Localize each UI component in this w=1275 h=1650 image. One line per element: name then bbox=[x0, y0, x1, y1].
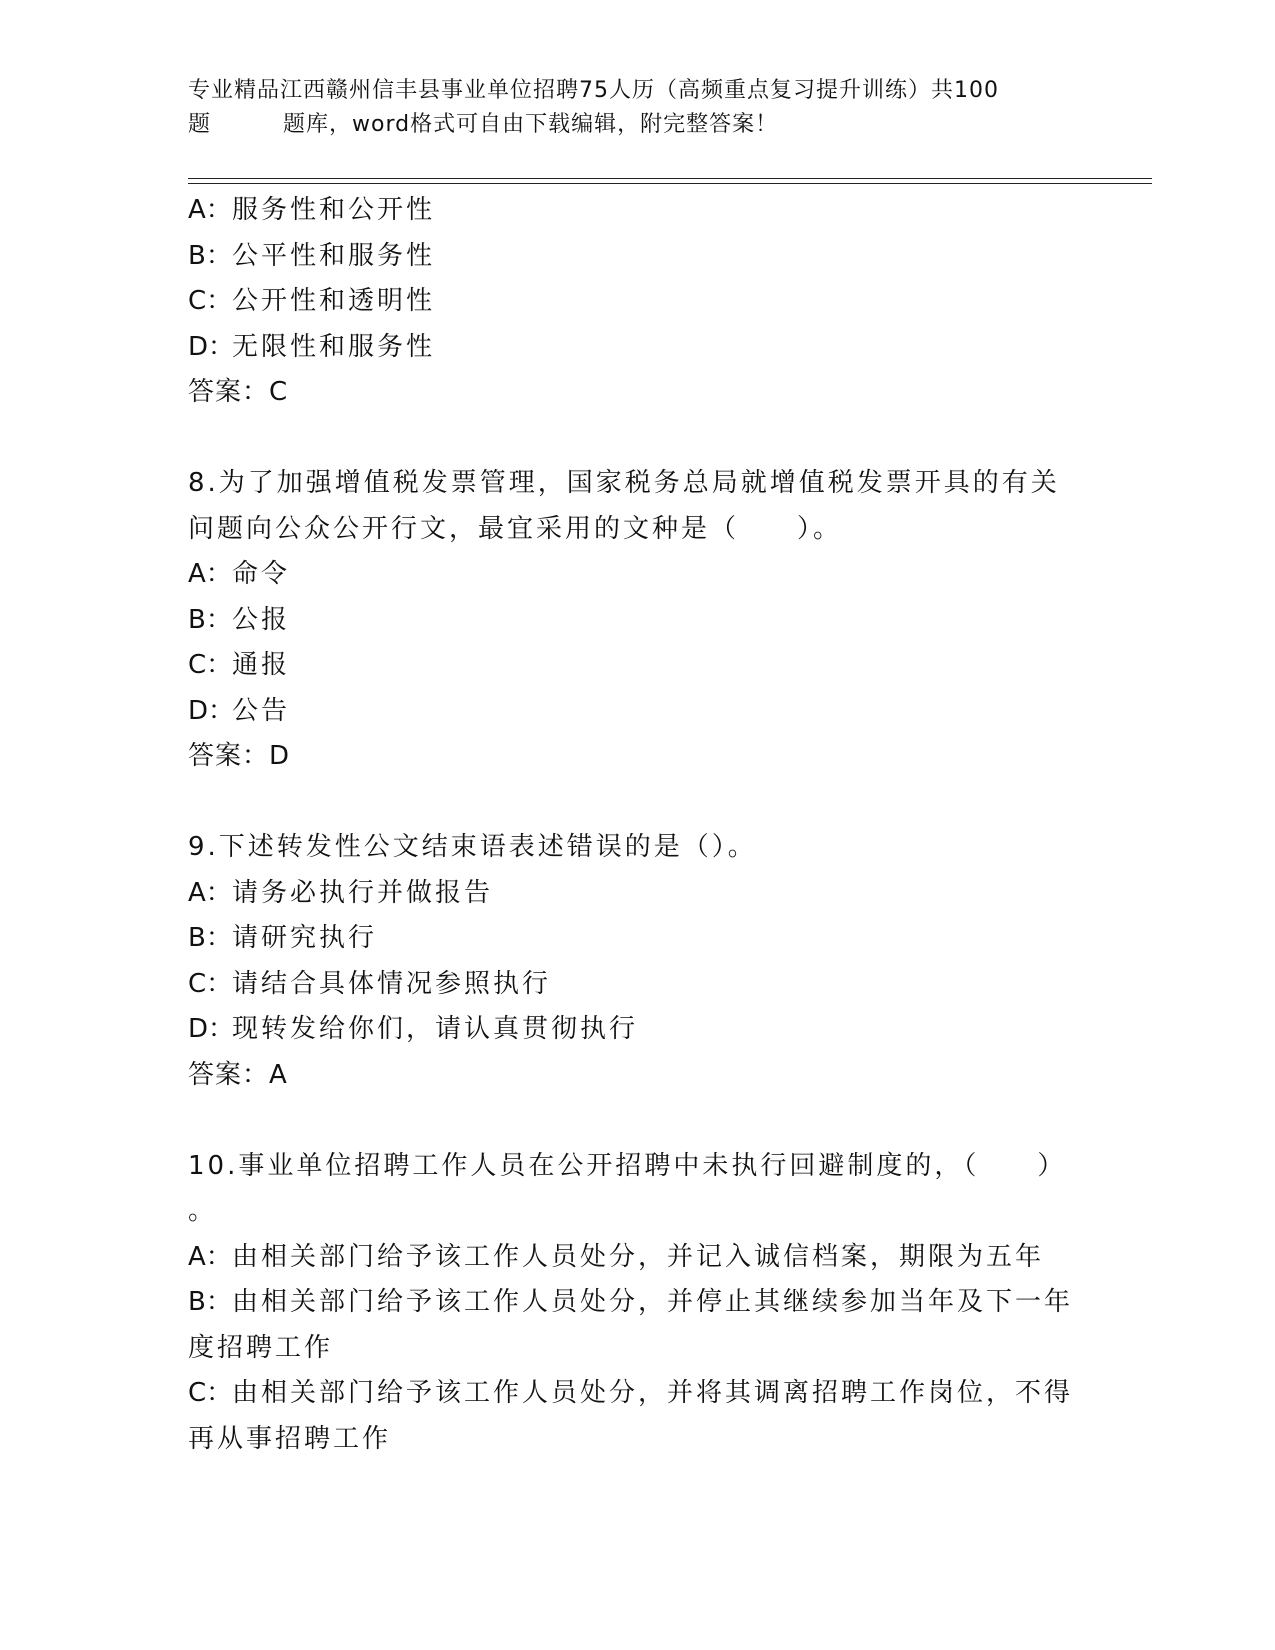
option-b: B：请研究执行 bbox=[188, 923, 378, 953]
option-b: B：由相关部门给予该工作人员处分，并停止其继续参加当年及下一年 bbox=[188, 1287, 1074, 1317]
question-10 bbox=[188, 1144, 1088, 1463]
question-8 bbox=[188, 461, 1088, 780]
question-stem-cont: 问题向公众公开行文，最宜采用的文种是（ ）。 bbox=[188, 513, 843, 544]
question-stem: 8.为了加强增值税发票管理，国家税务总局就增值税发票开具的有关 bbox=[188, 468, 1060, 498]
option-c-cont: 再从事招聘工作 bbox=[188, 1423, 392, 1454]
answer-value: C bbox=[269, 377, 288, 407]
header-divider-bottom bbox=[188, 183, 1152, 184]
answer-line: 答案：A bbox=[188, 1059, 287, 1090]
option-d: D：现转发给你们，请认真贯彻执行 bbox=[188, 1014, 639, 1044]
option-b-cont: 度招聘工作 bbox=[188, 1332, 334, 1363]
option-a: A：请务必执行并做报告 bbox=[188, 877, 494, 908]
answer-value: A bbox=[269, 1059, 287, 1090]
option-b: B：公报 bbox=[188, 604, 291, 635]
header-title-line1: 专业精品江西赣州信丰县事业单位招聘75人历（高频重点复习提升训练）共100 bbox=[188, 78, 999, 103]
option-a: A：命令 bbox=[188, 559, 291, 589]
option-c: C：请结合具体情况参照执行 bbox=[188, 968, 552, 999]
document-header bbox=[188, 74, 1078, 142]
option-c: C：通报 bbox=[188, 650, 291, 680]
answer-value: D bbox=[269, 741, 290, 771]
answer-line: 答案：C bbox=[188, 377, 288, 407]
header-title-line2-rest: 题库，word格式可自由下载编辑，附完整答案！ bbox=[283, 112, 779, 137]
question-9 bbox=[188, 825, 1088, 1098]
question-stem: 10.事业单位招聘工作人员在公开招聘中未执行回避制度的，（ ） bbox=[188, 1150, 1067, 1181]
question-content bbox=[188, 188, 1088, 1462]
question-stem-cont: 。 bbox=[188, 1196, 218, 1226]
answer-line: 答案：D bbox=[188, 741, 290, 771]
option-c: C：公开性和透明性 bbox=[188, 286, 436, 316]
option-d: D：公告 bbox=[188, 695, 291, 726]
header-title-line2 bbox=[188, 108, 1078, 142]
header-divider-top bbox=[188, 178, 1152, 179]
option-d: D：无限性和服务性 bbox=[188, 331, 436, 362]
question-stem: 9.下述转发性公文结束语表述错误的是（）。 bbox=[188, 832, 757, 862]
question-7-options bbox=[188, 188, 1088, 416]
option-a: A：由相关部门给予该工作人员处分，并记入诚信档案，期限为五年 bbox=[188, 1241, 1045, 1272]
option-c: C：由相关部门给予该工作人员处分，并将其调离招聘工作岗位，不得 bbox=[188, 1378, 1074, 1408]
option-b: B：公平性和服务性 bbox=[188, 240, 436, 271]
option-a: A：服务性和公开性 bbox=[188, 195, 436, 225]
header-title-line2-start: 题 bbox=[188, 112, 212, 137]
